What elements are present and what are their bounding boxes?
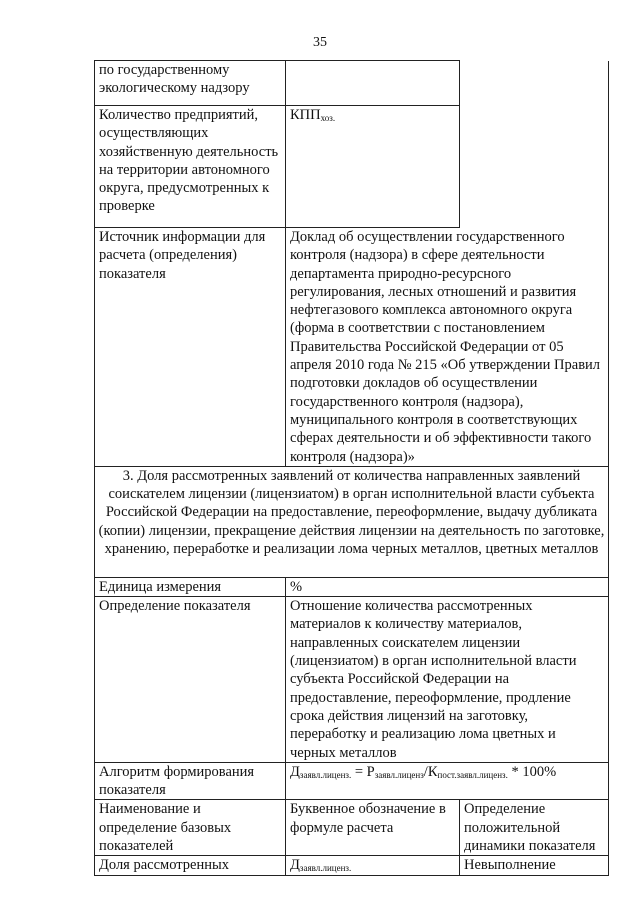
symbol-cell — [286, 106, 460, 228]
indicator-table — [94, 60, 609, 876]
formula-divide: / — [423, 763, 428, 780]
symbol-base: КПП — [290, 107, 321, 123]
symbol-subscript: хоз. — [320, 113, 336, 123]
value-cell — [286, 61, 460, 106]
definition-value: Отношение количества рассмотренных материалов к количеству материалов, направленных соискателем лицензии (лицензиатом) в орган исполнительной власти субъекта Российской Федерации на предоставление, переоформление, продление срока действия лицензий на заготовку, переработку и реализацию лома цветных и черных металлов — [286, 597, 609, 763]
formula-k: К — [427, 763, 438, 780]
table-row — [95, 61, 609, 106]
row-label: Источник информации для расчета (определения) показателя — [95, 228, 286, 467]
symbol-subscript: заявл.лиценз. — [299, 863, 352, 874]
formula-tail: * 100% — [507, 763, 557, 780]
table-row — [95, 800, 609, 856]
table-row — [95, 597, 609, 763]
symbol-cell — [286, 856, 460, 875]
unit-value: % — [286, 577, 609, 596]
formula-p-subscript: заявл.лиценз — [374, 769, 424, 780]
symbol-base: Д — [290, 857, 300, 874]
source-value: Доклад об осуществлении государственного контроля (надзора) в сфере деятельности департамента природно-ресурсного регулирования, лесных отношений и развития нефтегазового комплекса автономного округа (форма в соответствии с постановлением Правительства Российской Федерации от 05 апреля 2010 года № 215 «Об утверждении Правил подготовки докладов об осуществлении государственного контроля (надзора), муниципального контроля в соответствующих сферах деятельности и об эффективности такого контроля (надзора)» — [286, 228, 609, 467]
page-number: 35 — [313, 35, 327, 50]
row-label: Доля рассмотренных — [95, 856, 286, 875]
row-label: Наименование и определение базовых показателей — [95, 800, 286, 856]
table-row — [95, 228, 609, 467]
formula-equals: = — [351, 763, 367, 780]
row-label: по государственному экологическому надзору — [95, 61, 286, 106]
table-row — [95, 856, 609, 875]
formula — [286, 762, 609, 800]
empty-cell — [460, 61, 609, 228]
formula-d-subscript: заявл.лиценз. — [299, 769, 352, 780]
row-label: Единица измерения — [95, 577, 286, 596]
row-label: Количество предприятий, осуществляющих хозяйственную деятельность на территории автономного округа, предусмотренных к проверке — [95, 106, 286, 228]
formula-p: Р — [366, 763, 375, 780]
section-title: 3. Доля рассмотренных заявлений от количества направленных заявлений соискателем лицензии (лицензиатом) в орган исполнительной власти субъекта Российской Федерации на предоставление, переоформление, выдачу дубликата (копии) лицензии, прекращение действия лицензии на деятельность по заготовке, хранению, переработке и реализации лома черных металлов, цветных металлов — [95, 466, 609, 577]
row-label: Определение показателя — [95, 597, 286, 763]
dynamics-value: Невыполнение — [460, 856, 609, 875]
row-label: Алгоритм формирования показателя — [95, 762, 286, 800]
table-row — [95, 762, 609, 800]
column-header-dynamics: Определение положительной динамики показателя — [460, 800, 609, 856]
table-row — [95, 577, 609, 596]
formula-d: Д — [290, 763, 300, 780]
column-header-symbol: Буквенное обозначение в формуле расчета — [286, 800, 460, 856]
formula-k-subscript: пост.заявл.лиценз. — [437, 769, 508, 780]
section-heading-row — [95, 466, 609, 577]
